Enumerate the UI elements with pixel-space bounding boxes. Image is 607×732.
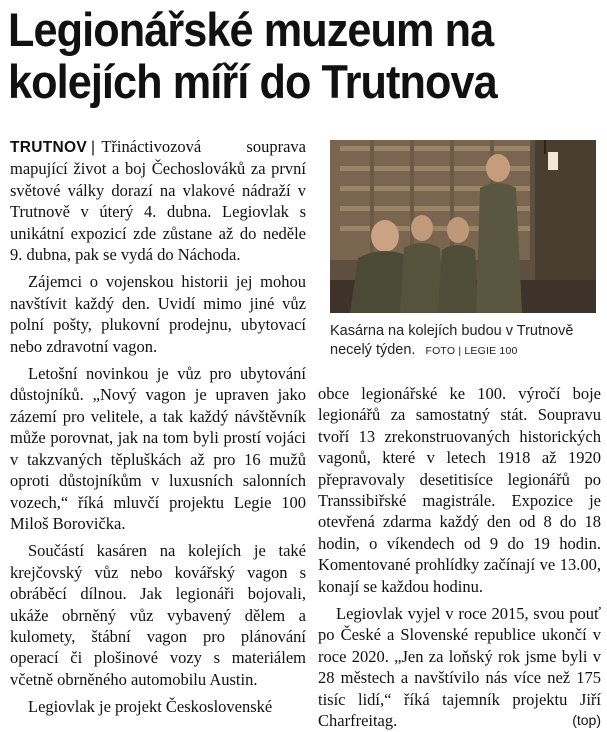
dateline: TRUTNOV [10, 139, 88, 156]
article-photo [330, 140, 596, 313]
photo-illustration [330, 140, 596, 313]
article-paragraph-6: obce legionářské ke 100. výročí boje legionářů za samostatný stát. Soupravu tvoří 13 zrekonstruovaných historických vagonů, které v letech 1918 až 1920 přepravovaly desetitisíce legionářů po Transsibiřské magistrále. Expozice je otevřená zdarma každý den od 8 do 18 hodin, o víkendech od 9 do 19 hodin. Komentované prohlídky začínají ve 13.00, konají se každou hodinu. [318, 384, 601, 596]
article-paragraph-4: Součástí kasáren na kolejích je také krejčovský vůz nebo kovářský vagon s obráběcí dílnou. Jak legionáři bojovali, ukáže obrněný vůz vybavený dělem a kulomety, štábní vagon pro plánování operací či plošinové vozy s materiálem včetně obrněného automobilu Austin. [10, 541, 306, 689]
headline [8, 4, 553, 108]
photo-caption [330, 322, 600, 361]
paragraph-text: Třináctivozová souprava mapující život a boj Čechoslováků za první světové války dorazí na vlakové nádraží v Trutnově v úterý 4. dubna. Legiovlak s unikátní expozicí zde zůstane až do neděle 9. dubna, pak se vydá do Náchoda. [10, 137, 306, 265]
article-column-right [318, 383, 601, 732]
dateline-separator: | [91, 139, 96, 156]
article-paragraph-5: Legiovlak je projekt Československé [28, 697, 273, 717]
article-paragraph-3: Letošní novinkou je vůz pro ubytování důstojníků. „Nový vagon je upraven jako zázemí pro velitele, a tak každý návštěvník může porovnat, jak na tom byli prostí vojáci v takzvaných těpluškách až pro 16 mužů oproti důstojníkům v luxusních salonních vozech,“ říká mluvčí projektu Legie 100 Miloš Borovička. [10, 364, 306, 533]
paragraph-text: Legiovlak vyjel v roce 2015, svou pouť po České a Slovenské republice ukončí v roce 2020. „Jen za loňský rok jsme byli v 28 městech a navštívilo nás více než 175 tisíc lidí,“ říká tajemník projektu Jiří Charfreitag. [318, 604, 601, 731]
headline-line-2: kolejích míří do Trutnova [8, 55, 497, 108]
headline-line-1: Legionářské muzeum na [8, 3, 494, 56]
caption-text: Kasárna na kolejích budou v Trutnově necelý týden. [330, 323, 574, 358]
article-column-left [10, 136, 306, 718]
article-paragraph-2: Zájemci o vojenskou historii jej mohou navštívit každý den. Uvidí mimo jiné vůz polní pošty, plukovní prodejnu, ubytovací nebo zdravotní vagon. [10, 272, 306, 356]
article-paragraph-7 [318, 603, 601, 731]
top-link[interactable]: (top) [572, 712, 601, 729]
photo-credit: FOTO | LEGIE 100 [425, 345, 518, 357]
article-paragraph-1 [10, 136, 306, 265]
